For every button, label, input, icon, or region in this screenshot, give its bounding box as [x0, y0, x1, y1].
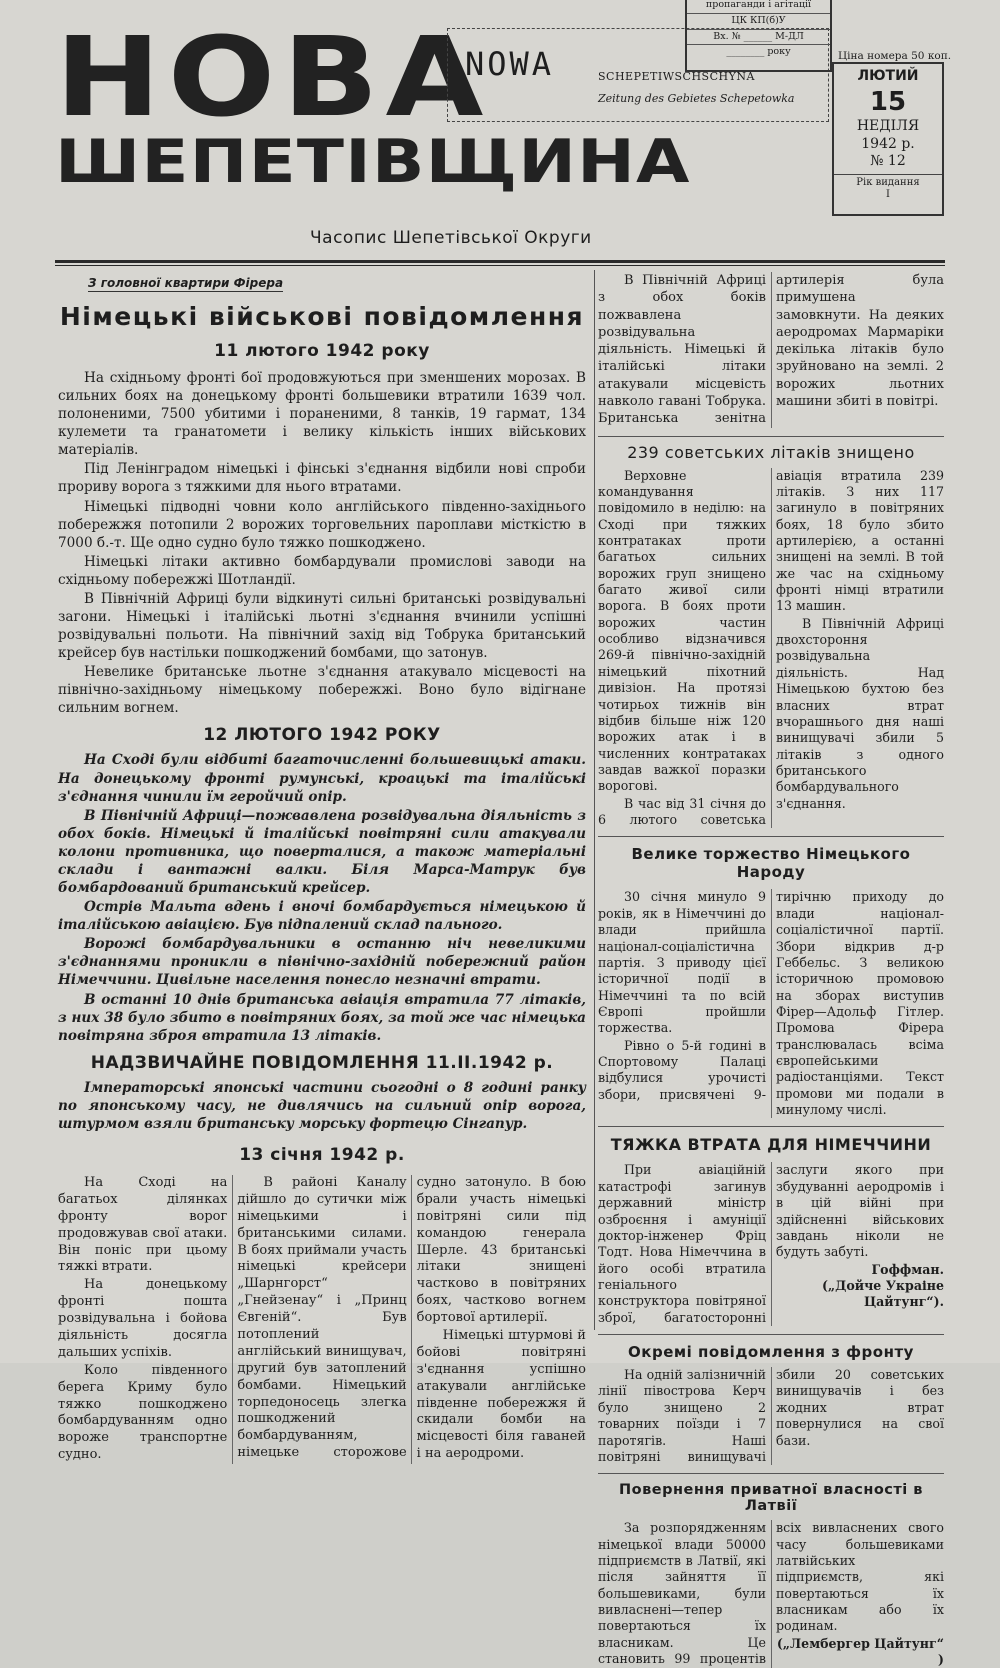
loss-author: Гоффман.	[871, 1261, 944, 1277]
paragraph: За розпорядженням німецької влади 50000 підприємств в Латвії, які після зайняття її большевиками, були вивласнені—тепер повертаються їх власникам. Це становить 99 процентів всіх вивласнених свого часу большевиками латвійських підприємств, які повертаються їх власникам або їх родинам.	[598, 1520, 944, 1667]
issue-number: № 12	[870, 153, 906, 169]
celebration-article	[598, 889, 944, 1118]
paragraph: Рівно о 5-й годині в Спортовому Палаці відбулися урочисті збори, присвячені 9-тирічню приходу до влади націонал-соціалістичної партії. Збори відкрив д-р Геббельс. З великою історичною промовою на зборах виступив Фірер—Адольф Гітлер. Промова Фірера транслювалась всіма європейськими радіостанціями. Текст промови ми подали в минулому числі.	[598, 889, 944, 1118]
celebration-headline: Велике торжество Німецького Народу	[631, 845, 911, 882]
africa-report	[598, 272, 944, 428]
german-title: NOWA	[465, 45, 555, 83]
archive-stamp	[685, 0, 832, 72]
section-divider	[598, 836, 944, 837]
masthead-rule-thin	[55, 265, 945, 266]
special-report	[58, 1079, 586, 1133]
paragraph: Коло південного берега Криму було тяжко пошкоджено бомбардуванням одно вороже транспортне судно.	[58, 1362, 228, 1463]
paragraph: В Північній Африці—пожвавлена розвідувальна діяльність з обох боків. Німецькі й італійські повітряні сили атакували колони противника, що поверталися, а також матеріальні склади і вантажні валки. Біля Марса-Матрук був бомбардований британський крейсер.	[58, 807, 586, 897]
loss-source: („Дойче Украіне Цайтунг“).	[821, 1277, 944, 1310]
paragraph: При авіаційній катастрофі загинув державний міністр озброєння і амуніції доктор-інженер Фріц Тодт. Нова Німеччина в його особі втратила геніального конструктора повітряної зброї, багатосторонні заслуги якого при збудуванні аеродромів і в цій війні при здійсненні військових завдань ніколи не будуть забуті.	[598, 1162, 944, 1325]
date-heading-3: 13 січня 1942 р.	[239, 1144, 405, 1165]
soviet-planes-article	[598, 468, 944, 829]
latvia-headline: Повернення приватної власності в Латвії	[618, 1482, 923, 1515]
stamp-line: ЦК КП(б)У	[687, 14, 830, 30]
section-divider	[598, 1126, 944, 1127]
paragraph: В час від 31 січня до 6 лютого советська авіація втратила 239 літаків. З них 117 загинуло в повітряних боях, 18 було збито артилерією, а останні знищені на землі. В той же час на східньому фронті німці втратили 13 машин.	[598, 467, 944, 828]
german-tagline: Zeitung des Gebietes Schepetowka	[598, 92, 795, 105]
date-day: 15	[869, 86, 907, 117]
paragraph: В районі Каналу дійшло до сутички між німецькими і британськими силами. В боях приймали участь німецькі крейсери „Шарнгорст“ „Гнейзенау“ і „Принц Євгеній“. Був потоплений англійський винищувач, другий був затоплений бомбами. Німецький торпедоносець злегка пошкоджений бомбардуванням, німецьке сторожове судно затонуло. В бою брали участь німецькі повітряні сили під командою генерала Шерле. 43 британські літаки знищені частково в повітряних боях, частково вогнем бортової артилерії.	[237, 1174, 586, 1461]
tagline: Часопис Шепетівської Округи	[310, 228, 592, 248]
paragraph: В Північній Африці двохстороння розвідувальна діяльність. Над Німецькою бухтою без власних втрат вчорашнього дня наші винищувачі збили 5 літаків з одного британського бомбардувального з'єднання.	[776, 615, 944, 811]
report-feb-11	[58, 369, 586, 717]
paragraph: В Північній Африці були відкинуті сильні британські розвідувальні загони. Німецькі і італійські льотні з'єднання вчинили успішні розвідувальні польоти. На північний захід від Тобрука британський крейсер був настільки пошкоджений бомбами, що затонув.	[58, 590, 586, 662]
paragraph: Німецькі штурмові й бойові повітряні з'єднання успішно атакували англійське південне побережжя й скидали бомби на місцевості біля гаваней і на аеродроми.	[416, 1327, 586, 1462]
paragraph: Німецькі літаки активно бомбардували промислові заводи на східньому побережжі Шотландії.	[58, 553, 586, 588]
main-article	[58, 272, 586, 1464]
paragraph: В останні 10 днів британська авіація втратила 77 літаків, з них 38 було збито в повітряних боях, за той же час німецька повітряна зброя втратила 13 літаків.	[58, 991, 586, 1044]
german-subtitle: SCHEPETIWSCHSCHYNA	[598, 70, 755, 83]
paragraph: Імператорські японські частини сьогодні о 8 годині ранку по японському часу, не дивлячись на сильний опір ворога, штурмом взяли британську морську фортецю Сінгапур.	[58, 1079, 586, 1132]
paragraph: На східньому фронті бої продовжуються при зменшених морозах. В сильних боях на донецькому фронті большевики втратили 1639 чол. полоненими, 7500 убитими і пораненими, 8 танків, 19 гармат, 134 кулемети та гранатомети і велику кількість інших військових матеріалів.	[58, 370, 586, 459]
report-jan-13	[58, 1175, 586, 1464]
latvia-article	[598, 1520, 944, 1668]
paragraph: На Сході на багатьох ділянках фронту ворог продовжував свої атаки. Він поніс при цьому тяжкі втрати.	[58, 1174, 228, 1275]
section-divider	[598, 1334, 944, 1335]
loss-article	[598, 1162, 944, 1326]
paragraph: На одній залізничній лінії півострова Керч було знищено 2 товарних поїзди і 7 паротягів. Наші повітряні винищувачі збили 20 советських винищувачів і без жодних втрат повернулися на свої бази.	[598, 1367, 944, 1464]
latvia-source: („Лембергер Цайтунг“ )	[776, 1635, 944, 1668]
soviet-planes-headline: 239 советських літаків знищено	[627, 442, 915, 462]
stamp-line: Вх. № ______ М-ДЛ	[687, 30, 830, 46]
paragraph: Німецькі підводні човни коло англійського південно-західнього побережжя потопили 2 ворожих торговельних пароплави місткістю в 7000 б.-т. Ще одно судно було тяжко пошкоджено.	[58, 498, 586, 551]
date-weekday: НЕДІЛЯ	[856, 118, 920, 134]
edition-number: І	[886, 189, 890, 200]
paragraph: На донецькому фронті пошта розвідувальна і бойова діяльність досягла дальших успіхів.	[58, 1277, 228, 1360]
article-kicker: З головної квартири Фірера	[88, 276, 284, 290]
section-divider	[598, 1473, 944, 1474]
paragraph: Острів Мальта вдень і вночі бомбардується німецькою й італійською авіацією. Був підпалений склад пального.	[58, 899, 586, 934]
paragraph: Верховне командування повідомило в неділю: на Сході при тяжких контратаках проти багатьох сильних ворожих груп знищено багато живої сили ворога. В боях проти ворожих частин особливо відзначився 269-й північно-західній німецький піхотний дивізіон. На протязі чотирьох тижнів він відбив більше ніж 120 ворожих атак і в численних контратаках завдав важкої поразки ворогові.	[598, 467, 766, 794]
date-month: ЛЮТИЙ	[857, 68, 919, 84]
date-heading-2: 12 ЛЮТОГО 1942 РОКУ	[203, 725, 441, 746]
main-column-divider	[594, 270, 595, 1330]
paragraph: Ворожі бомбардувальники в останню ніч невеликими з'єднаннями проникли в північно-західній побережний район Німеччини. Цивільне населення понесло незначні втрати.	[58, 936, 586, 989]
stamp-line: ________ року	[726, 46, 791, 58]
paragraph: Невелике британське льотне з'єднання атакувало місцевості на північно-західньому німецькому побережжі. Воно було відігнане сильним вогнем.	[58, 664, 586, 717]
front-news-article	[598, 1367, 944, 1465]
right-section	[598, 272, 944, 1668]
section-divider	[598, 436, 944, 437]
masthead-title-line2: ШЕПЕТІВЩИНА	[55, 127, 691, 197]
front-news-headline: Окремі повідомлення з фронту	[628, 1343, 914, 1362]
issue-price: Ціна номера 50 коп.	[838, 50, 952, 62]
loss-headline: ТЯЖКА ВТРАТА ДЛЯ НІМЕЧЧИНИ	[610, 1135, 932, 1155]
paragraph: 30 січня минуло 9 років, як в Німеччині до влади прийшла націонал-соціалістична партія. З приводу цієї історичної події в Німеччині та по всій Європі пройшли торжества.	[598, 889, 766, 1036]
report-feb-12	[58, 751, 586, 1044]
masthead-title-line1: НОВА	[55, 13, 491, 141]
masthead-rule	[55, 260, 945, 263]
date-heading-1: 11 лютого 1942 року	[214, 341, 430, 361]
paragraph: В Північній Африці з обох боків пожвавлена розвідувальна діяльність. Німецькі й італійські літаки атакували місцевість навколо гавані Тобрука. Британська зенітна артилерія була примушена замовкнути. На деяких аеродромах Мармаріки декілька літаків було зруйновано на землі. 2 ворожих льотних машини збиті в повітрі.	[598, 273, 944, 427]
stamp-line: пропаганди і агітації	[687, 0, 830, 14]
edition-label: Рік видання	[834, 174, 942, 190]
date-year: 1942 р.	[861, 135, 915, 152]
article-headline: Німецькі військові повідомлення	[59, 302, 585, 331]
date-box	[832, 62, 944, 216]
paragraph: Під Ленінградом німецькі і фінські з'єднання відбили нові спроби прориву ворога з тяжкими для нього втратами.	[58, 461, 586, 496]
paragraph: На Сході були відбиті багаточисленні большевицькі атаки. На донецькому фронті румунські, кроацькі та італійські з'єднання чинили їм геройчий опір.	[58, 752, 586, 805]
special-report-heading: НАДЗВИЧАЙНЕ ПОВІДОМЛЕННЯ 11.ІІ.1942 р.	[90, 1052, 554, 1073]
